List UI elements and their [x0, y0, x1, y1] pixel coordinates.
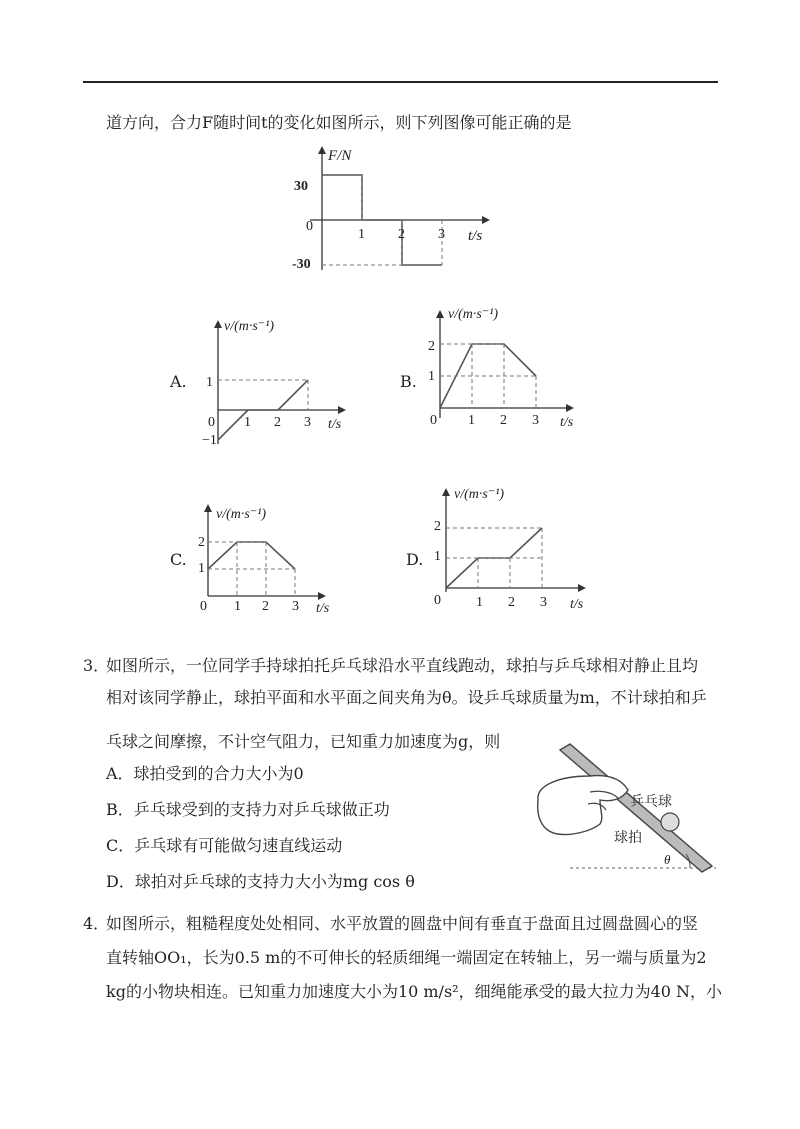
svg-text:2: 2 — [500, 413, 507, 428]
svg-text:t/s: t/s — [328, 417, 342, 432]
q3-option-c: C．乒乓球有可能做匀速直线运动 — [106, 836, 343, 855]
f-tick-x3: 3 — [438, 227, 445, 242]
q4-line1: 如图所示，粗糙程度处处相同、水平放置的圆盘中间有垂直于盘面且过圆盘圆心的竖 — [106, 914, 699, 933]
f-tick-30: 30 — [294, 179, 308, 194]
q3-option-b: B．乒乓球受到的支持力对乒乓球做正功 — [106, 800, 390, 819]
option-d-label: D. — [406, 550, 424, 569]
svg-text:0: 0 — [208, 415, 215, 430]
theta-label: θ — [664, 852, 671, 867]
graph-b — [424, 300, 594, 440]
q3-number: 3． — [83, 656, 110, 675]
q3-option-d: D．球拍对乒乓球的支持力大小为mg cos θ — [106, 872, 415, 891]
q4-number: 4． — [83, 914, 110, 933]
svg-text:0: 0 — [200, 599, 207, 614]
svg-text:1: 1 — [198, 561, 205, 576]
svg-text:t/s: t/s — [316, 601, 330, 616]
svg-text:v/(m·s⁻¹): v/(m·s⁻¹) — [224, 319, 275, 334]
svg-text:v/(m·s⁻¹): v/(m·s⁻¹) — [454, 487, 505, 502]
f-tick-x2: 2 — [398, 227, 405, 242]
svg-text:3: 3 — [532, 413, 539, 428]
racket-illustration — [530, 740, 720, 875]
f-y-arrow — [318, 146, 326, 154]
gA-seg-2 — [278, 380, 308, 410]
svg-text:1: 1 — [244, 415, 251, 430]
f-tick-neg30: -30 — [292, 257, 311, 272]
f-tick-0: 0 — [306, 219, 313, 234]
racket-label: 球拍 — [614, 831, 642, 846]
svg-text:3: 3 — [540, 595, 547, 610]
q4-line3: kg的小物块相连。已知重力加速度大小为10 m/s²，细绳能承受的最大拉力为40 N，小 — [106, 982, 723, 1001]
q3-line1: 如图所示，一位同学手持球拍托乒乓球沿水平直线跑动，球拍与乒乓球相对静止且均 — [106, 656, 699, 675]
svg-text:0: 0 — [430, 413, 437, 428]
svg-text:2: 2 — [508, 595, 515, 610]
svg-text:0: 0 — [434, 593, 441, 608]
svg-text:3: 3 — [304, 415, 311, 430]
svg-text:1: 1 — [476, 595, 483, 610]
f-ylabel: F/N — [328, 148, 352, 164]
svg-text:t/s: t/s — [560, 415, 574, 430]
svg-text:1: 1 — [468, 413, 475, 428]
ping-pong-ball-icon — [661, 813, 679, 831]
svg-text:v/(m·s⁻¹): v/(m·s⁻¹) — [216, 507, 267, 522]
svg-text:v/(m·s⁻¹): v/(m·s⁻¹) — [448, 307, 499, 322]
q3-line3: 乓球之间摩擦，不计空气阻力，已知重力加速度为g，则 — [106, 732, 501, 751]
svg-text:1: 1 — [206, 375, 213, 390]
option-b-label: B. — [400, 372, 417, 391]
svg-text:1: 1 — [428, 369, 435, 384]
f-tick-x1: 1 — [358, 227, 365, 242]
graph-c — [194, 496, 364, 616]
gC-line — [208, 542, 295, 569]
svg-text:1: 1 — [234, 599, 241, 614]
svg-text:1: 1 — [434, 549, 441, 564]
f-x-arrow — [482, 216, 490, 224]
graph-d — [430, 480, 600, 620]
svg-text:2: 2 — [428, 339, 435, 354]
q3-line2: 相对该同学静止，球拍平面和水平面之间夹角为θ。设乒乓球质量为m，不计球拍和乒 — [106, 688, 707, 707]
svg-text:2: 2 — [274, 415, 281, 430]
q3-option-a: A．球拍受到的合力大小为0 — [106, 764, 304, 783]
option-c-label: C. — [170, 550, 187, 569]
svg-text:3: 3 — [292, 599, 299, 614]
q4-line2: 直转轴OO₁，长为0.5 m的不可伸长的轻质细绳一端固定在转轴上，另一端与质量为2 — [106, 948, 707, 967]
q2-tail-text: 道方向，合力F随时间t的变化如图所示，则下列图像可能正确的是 — [106, 113, 572, 132]
hand-icon — [538, 776, 628, 835]
option-a-label: A. — [170, 372, 187, 391]
svg-text:t/s: t/s — [570, 597, 584, 612]
svg-text:2: 2 — [198, 535, 205, 550]
header-rule — [83, 81, 718, 83]
svg-text:2: 2 — [434, 519, 441, 534]
ball-label: 乒乓球 — [630, 795, 672, 810]
graph-a — [196, 310, 366, 450]
force-time-graph — [290, 140, 510, 280]
svg-text:2: 2 — [262, 599, 269, 614]
f-xlabel: t/s — [468, 228, 483, 244]
svg-text:−1: −1 — [202, 433, 217, 448]
